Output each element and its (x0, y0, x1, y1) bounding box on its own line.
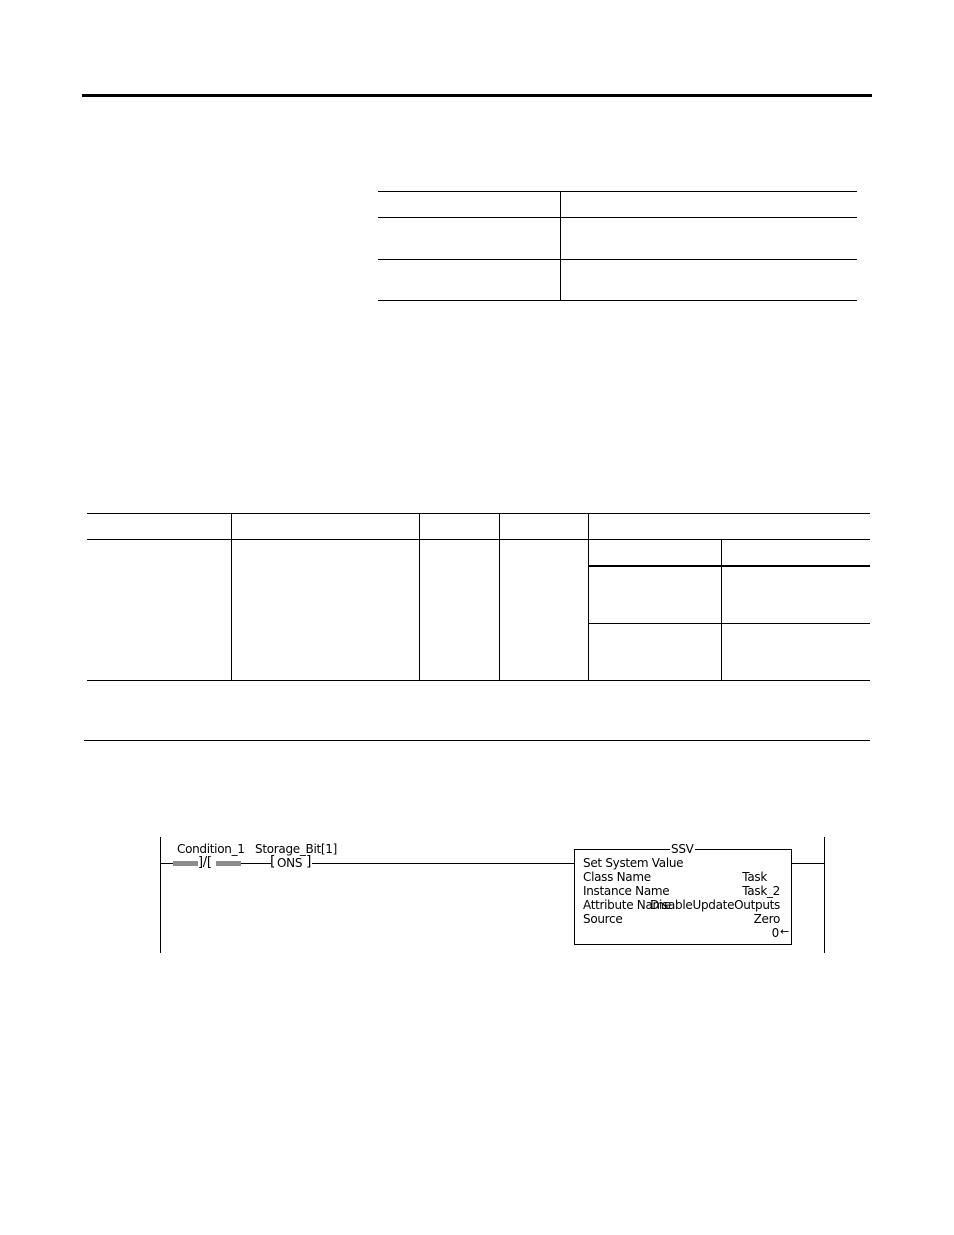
page-header-rule (82, 94, 872, 97)
rung-wire (312, 863, 574, 864)
ons-label: ONS (277, 856, 303, 870)
contact-highlight-left (173, 861, 198, 866)
ssv-row-value: Task (742, 870, 767, 884)
ssv-row-label: Instance Name (583, 884, 670, 898)
ons-bracket-right: ] (306, 854, 312, 870)
contact-highlight-right (216, 861, 241, 866)
ons-tag: Storage_Bit[1] (255, 842, 338, 856)
rung-wire (792, 863, 824, 864)
ssv-row-value: Task_2 (742, 884, 780, 898)
ssv-row-label: Class Name (583, 870, 651, 884)
ssv-row-value: DisableUpdateOutputs (650, 898, 780, 912)
ssv-source-value: 0 (771, 926, 779, 940)
contact-symbol: ]/[ (198, 855, 212, 870)
ssv-row-value: Zero (753, 912, 780, 926)
right-power-rail (824, 837, 825, 953)
rung-wire (241, 863, 271, 864)
left-power-rail (160, 837, 161, 953)
ssv-row-label: Attribute Name (583, 898, 672, 912)
ssv-header: SSV (671, 842, 694, 856)
ons-bracket-left: [ (270, 854, 276, 870)
contact-tag: Condition_1 (177, 842, 245, 856)
arrow-left-icon: ← (780, 925, 789, 938)
rung-wire (160, 863, 173, 864)
ssv-title: Set System Value (583, 856, 684, 870)
ssv-row-label: Source (583, 912, 623, 926)
